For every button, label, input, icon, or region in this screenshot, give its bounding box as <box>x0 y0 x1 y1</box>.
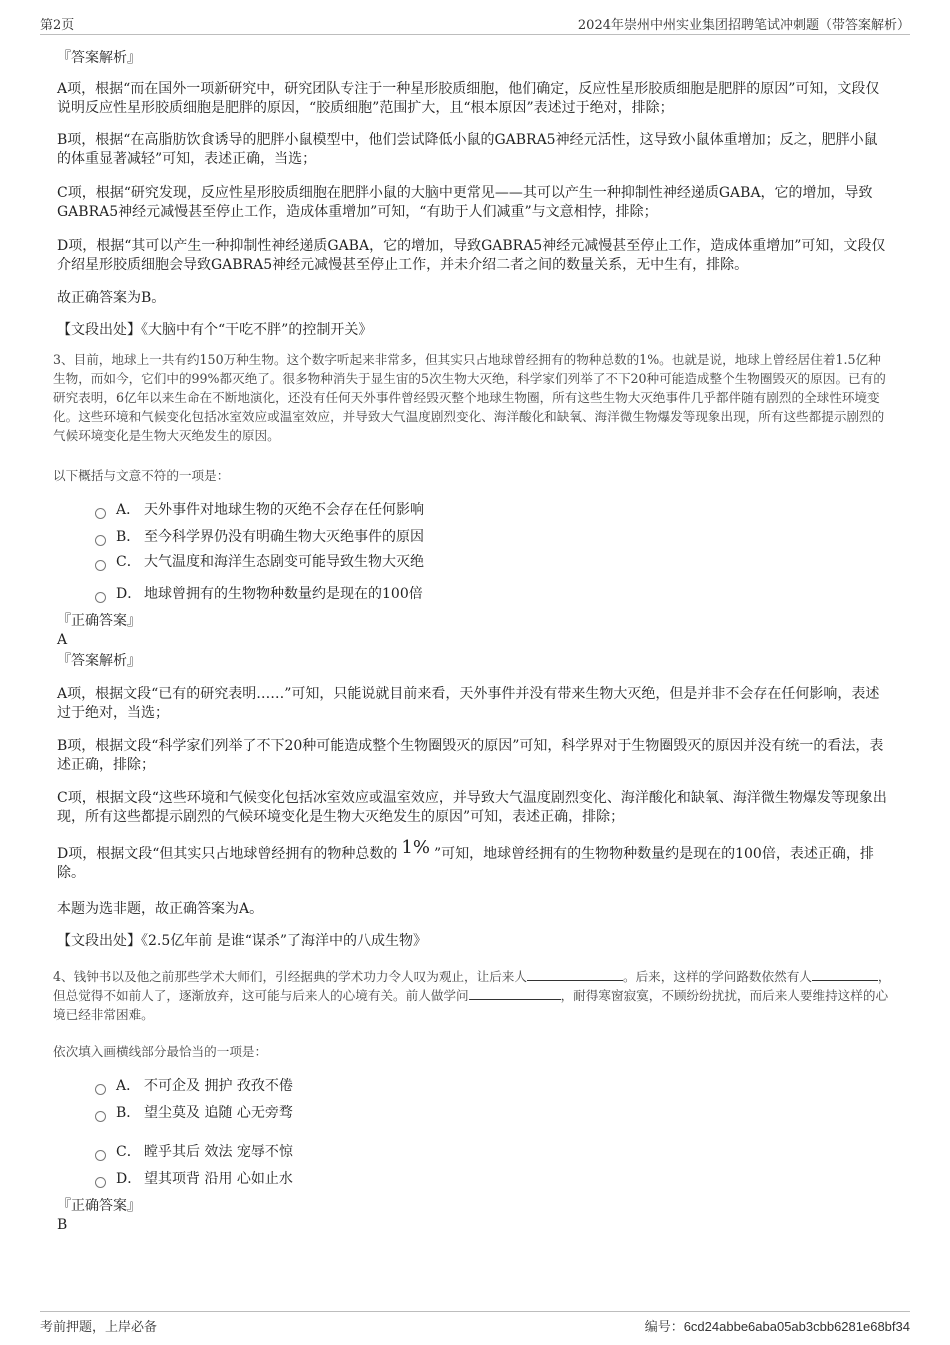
option-a[interactable]: A． 天外事件对地球生物的灭绝不会存在任何影响 <box>95 499 424 519</box>
analysis-a: A项，根据“而在国外一项新研究中，研究团队专注于一种星形胶质细胞，他们确定，反应性星形胶质细胞是肥胖的原因”可知，文段仅说明反应性星形胶质细胞是肥胖的原因，“胶质细胞”范围扩大，且“根本原因”表述过于绝对，排除； <box>57 81 880 116</box>
answer-value: B <box>57 1217 68 1233</box>
fill-blank-1 <box>527 968 623 981</box>
conclusion: 故正确答案为B。 <box>57 290 166 306</box>
source-citation: 【文段出处】《大脑中有个“干吃不胖”的控制开关》 <box>57 322 373 338</box>
radio-icon[interactable] <box>95 1177 106 1188</box>
percent-formula: 1% <box>401 837 430 858</box>
option-a[interactable]: A． 不可企及 拥护 孜孜不倦 <box>95 1075 293 1095</box>
conclusion: 本题为选非题，故正确答案为A。 <box>57 901 264 917</box>
answer-label: 『正确答案』 <box>57 613 141 629</box>
source-citation: 【文段出处】《2.5亿年前 是谁“谋杀”了海洋中的八成生物》 <box>57 933 428 949</box>
radio-icon[interactable] <box>95 1084 106 1095</box>
radio-icon[interactable] <box>95 535 106 546</box>
radio-icon[interactable] <box>95 1150 106 1161</box>
analysis-label: 『答案解析』 <box>57 50 141 66</box>
fill-blank-2 <box>812 968 878 981</box>
option-c[interactable]: C． 大气温度和海洋生态剧变可能导致生物大灭绝 <box>95 551 424 571</box>
question-stem: 4、钱钟书以及他之前那些学术大师们，引经据典的学术功力令人叹为观止，让后来人 。后来，这样的学问路数依然有人 ，但总觉得不如前人了，逐渐放弃，这可能与后来人的心境有关。前人做学问 ，耐得寒窗寂寞，不顾纷纷扰扰，而后来人要维持这样的心境已经非常困难。 <box>53 969 891 1022</box>
option-d[interactable]: D． 望其项背 沿用 心如止水 <box>95 1168 293 1188</box>
option-c[interactable]: C． 瞠乎其后 效法 宠辱不惊 <box>95 1141 293 1161</box>
answer-label: 『正确答案』 <box>57 1198 141 1214</box>
analysis-d: D项，根据“其可以产生一种抑制性神经递质GABA，它的增加，导致GABRA5神经元减慢甚至停止工作，造成体重增加”可知，文段仅介绍星形胶质细胞会导致GABRA5神经元减慢甚至停止工作，并未介绍二者之间的数量关系，无中生有，排除。 <box>57 238 886 273</box>
footer-slogan: 考前押题，上岸必备 <box>40 1320 158 1335</box>
radio-icon[interactable] <box>95 560 106 571</box>
analysis-b: B项，根据文段“科学家们列举了不下20种可能造成整个生物圈毁灭的原因”可知，科学界对于生物圈毁灭的原因并没有统一的看法，表述正确，排除； <box>57 738 884 773</box>
page-footer <box>40 1311 910 1339</box>
radio-icon[interactable] <box>95 1111 106 1122</box>
analysis-label: 『答案解析』 <box>57 653 141 669</box>
analysis-c: C项，根据“研究发现，反应性星形胶质细胞在肥胖小鼠的大脑中更常见——其可以产生一种抑制性神经递质GABA，它的增加，导致GABRA5神经元减慢甚至停止工作，造成体重增加”可知，“有助于人们减重”与文意相悖，排除； <box>57 185 873 220</box>
page-header <box>40 14 910 35</box>
document-id: 编号：6cd24abbe6aba05ab3cbb6281e68bf34 <box>644 1319 910 1334</box>
page-number: 第2页 <box>40 18 75 33</box>
document-title: 2024年崇州中州实业集团招聘笔试冲刺题（带答案解析） <box>577 18 910 33</box>
question-prompt: 以下概括与文意不符的一项是： <box>53 468 230 483</box>
question-stem: 3、目前，地球上一共有约150万种生物。这个数字听起来非常多，但其实只占地球曾经拥有的物种总数的1%。也就是说，地球上曾经居住着1.5亿种生物，而如今，它们中的99%都灭绝了。很多物种消失于显生宙的5次生物大灭绝，科学家们列举了不下20种可能造成整个生物圈毁灭的原因。已有的研究表明，6亿年以来生命在不断地演化，还没有任何天外事件曾经毁灭整个地球生物圈，所有这些生物大灭绝事件几乎都伴随有剧烈的全球性环境变化。这些环境和气候变化包括冰室效应或温室效应，并导致大气温度剧烈变化、海洋酸化和缺氧、海洋微生物爆发等现象出现，所有这些都提示剧烈的气候环境变化是生物大灭绝发生的原因。 <box>53 352 886 443</box>
analysis-d: D项，根据文段“但其实只占地球曾经拥有的物种总数的 1% ”可知，地球曾经拥有的生物物种数量约是现在的100倍，表述正确，排除。 <box>57 837 874 881</box>
analysis-c: C项，根据文段“这些环境和气候变化包括冰室效应或温室效应，并导致大气温度剧烈变化、海洋酸化和缺氧、海洋微生物爆发等现象出现，所有这些都提示剧烈的气候环境变化是生物大灭绝发生的原因”可知，表述正确，排除； <box>57 790 887 825</box>
question-prompt: 依次填入画横线部分最恰当的一项是： <box>53 1044 268 1059</box>
option-b[interactable]: B． 至今科学界仍没有明确生物大灭绝事件的原因 <box>95 526 424 546</box>
analysis-a: A项，根据文段“已有的研究表明……”可知，只能说就目前来看，天外事件并没有带来生物大灭绝，但是并非不会存在任何影响，表述过于绝对，当选； <box>57 686 880 721</box>
radio-icon[interactable] <box>95 592 106 603</box>
radio-icon[interactable] <box>95 508 106 519</box>
answer-value: A <box>57 632 68 648</box>
fill-blank-3 <box>469 987 561 1000</box>
option-d[interactable]: D． 地球曾拥有的生物物种数量约是现在的100倍 <box>95 583 423 603</box>
analysis-b: B项，根据“在高脂肪饮食诱导的肥胖小鼠模型中，他们尝试降低小鼠的GABRA5神经元活性，这导致小鼠体重增加；反之，肥胖小鼠的体重显著减轻”可知，表述正确，当选； <box>57 132 878 167</box>
option-b[interactable]: B． 望尘莫及 追随 心无旁骛 <box>95 1102 293 1122</box>
